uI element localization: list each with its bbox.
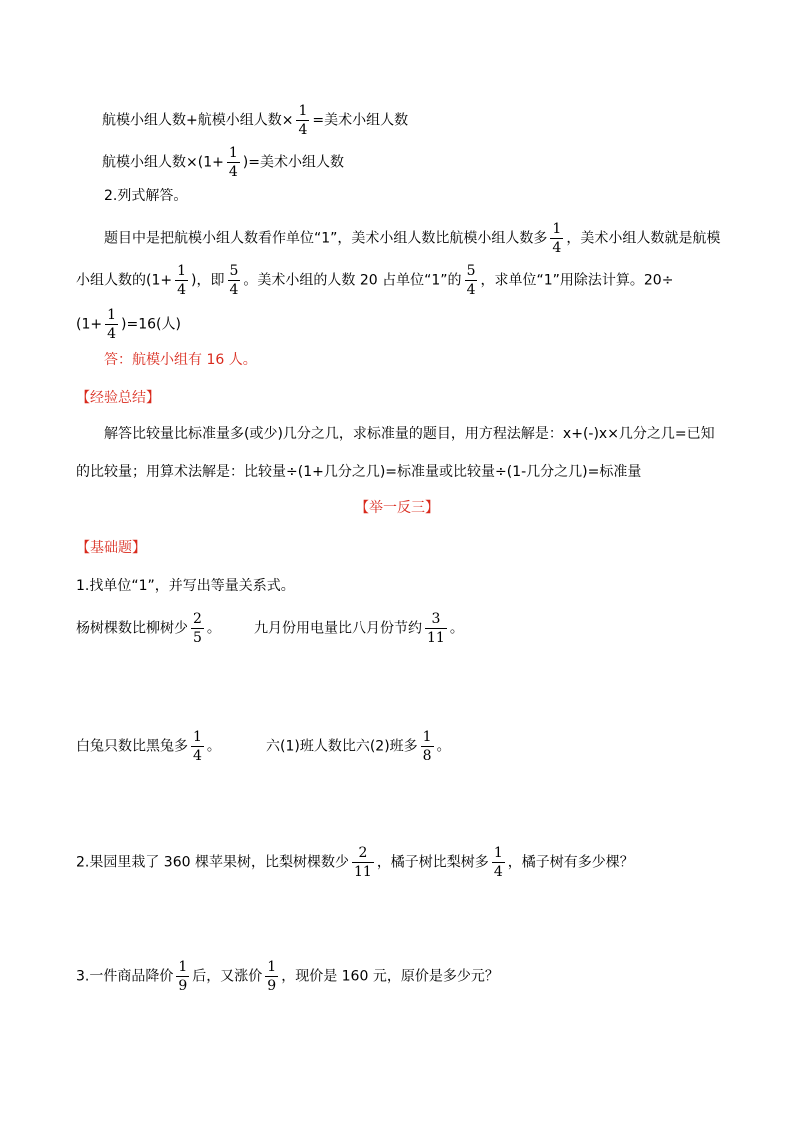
fraction: $\frac{2}{11}$ [353, 845, 372, 880]
basic-heading: 【基础题】 [76, 540, 146, 556]
answer-text: 答：航模小组有 16 人。 [104, 352, 257, 368]
practice-heading: 【举一反三】 [355, 500, 439, 516]
fraction: $\frac{5}{4}$ [229, 263, 239, 298]
fraction: $\frac{2}{5}$ [193, 611, 202, 646]
fraction: $\frac{1}{4}$ [228, 145, 238, 180]
question-1: 1.找单位“1”，并写出等量关系式。 [76, 578, 295, 594]
fraction: $\frac{1}{8}$ [422, 729, 432, 764]
item-2: 九月份用电量比八月份节约 $\frac{3}{11}$ 。 [254, 611, 464, 646]
fraction: $\frac{3}{11}$ [427, 611, 445, 646]
fraction: $\frac{5}{4}$ [466, 263, 476, 298]
fraction: $\frac{1}{4}$ [107, 307, 117, 342]
fraction: $\frac{1}{4}$ [193, 729, 202, 764]
fraction: $\frac{1}{9}$ [267, 959, 277, 994]
fraction: $\frac{1}{9}$ [178, 959, 188, 994]
explanation-line-2: 小组人数的(1+ $\frac{1}{4}$ )，即 $\frac{5}{4}$ 。美术小组的人数 20 占单位“1”的 $\frac{5}{4}$ ，求单位“1”用除法计算。20÷ [76, 263, 674, 298]
equation-line-1: 航模小组人数+航模小组人数× $\frac{1}{4}$ =美术小组人数 [102, 103, 409, 138]
item-4: 六(1)班人数比六(2)班多 $\frac{1}{8}$ 。 [266, 729, 451, 764]
summary-line-1: 解答比较量比标准量多(或少)几分之几，求标准量的题目，用方程法解是：x+(-)x×几分之几=已知 [104, 426, 715, 442]
fraction: $\frac{1}{4}$ [298, 103, 308, 138]
explanation-line-3: (1+ $\frac{1}{4}$ )=16(人) [76, 307, 181, 342]
step-2-heading: 2.列式解答。 [104, 188, 188, 204]
item-1: 杨树棵数比柳树少 $\frac{2}{5}$ 。 [76, 611, 221, 646]
item-3: 白兔只数比黑兔多 $\frac{1}{4}$ 。 [76, 729, 221, 764]
fraction: $\frac{1}{4}$ [493, 845, 503, 880]
fraction: $\frac{1}{4}$ [552, 221, 562, 256]
question-2: 2.果园里栽了 360 棵苹果树，比梨树棵数少 $\frac{2}{11}$ ，橘子树比梨树多 $\frac{1}{4}$ ，橘子树有多少棵？ [76, 845, 634, 880]
question-3: 3.一件商品降价 $\frac{1}{9}$ 后，又涨价 $\frac{1}{9}$ ，现价是 160 元，原价是多少元？ [76, 959, 499, 994]
summary-line-2: 的比较量；用算术法解是：比较量÷(1+几分之几)=标准量或比较量÷(1-几分之几)=标准量 [76, 464, 642, 480]
equation-line-2: 航模小组人数×(1+ $\frac{1}{4}$ )=美术小组人数 [102, 145, 344, 180]
summary-heading: 【经验总结】 [76, 390, 160, 406]
explanation-line-1: 题目中是把航模小组人数看作单位“1”，美术小组人数比航模小组人数多 $\frac{1}{4}$ ，美术小组人数就是航模 [104, 221, 721, 256]
fraction: $\frac{1}{4}$ [177, 263, 187, 298]
